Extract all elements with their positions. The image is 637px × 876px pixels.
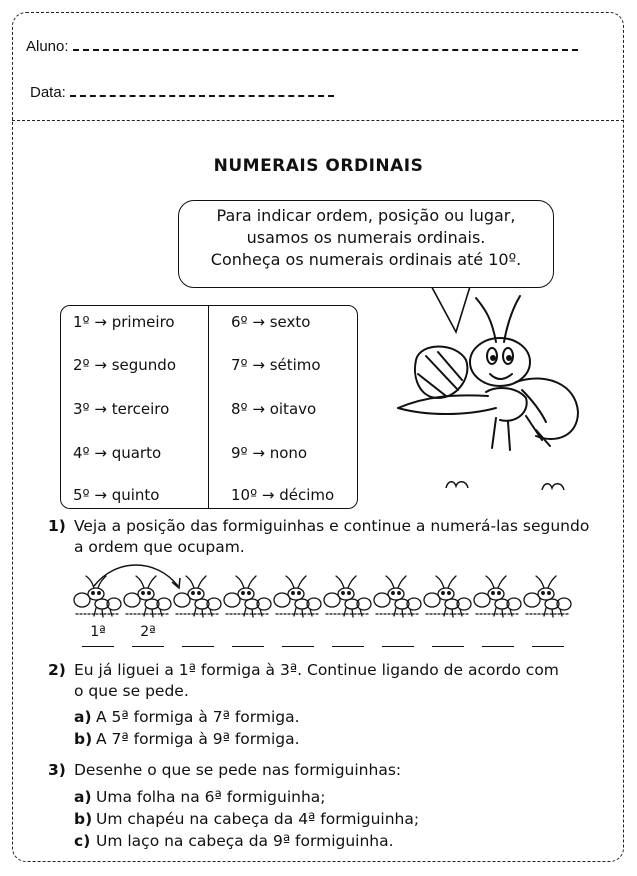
bubble-line: Conheça os numerais ordinais até 10º. — [210, 250, 522, 269]
answer-slot[interactable] — [382, 624, 414, 647]
question-number: 3) — [48, 761, 66, 779]
table-cell: 6º → sexto — [231, 313, 311, 331]
item-text: Uma folha na 6ª formiguinha; — [96, 788, 326, 806]
answer-slot[interactable] — [532, 624, 564, 647]
bubble-line: usamos os numerais ordinais. — [246, 228, 486, 247]
q3-item-c — [74, 832, 394, 850]
table-cell: 2º → segundo — [73, 356, 176, 374]
question-number: 2) — [48, 661, 66, 679]
question-text: Eu já liguei a 1ª formiga à 3ª. Continue ligando de acordo com — [74, 661, 559, 679]
ant-icon — [522, 574, 572, 622]
header-divider — [12, 120, 624, 121]
answer-slot[interactable] — [282, 624, 314, 647]
student-name-label: Aluno: — [26, 38, 69, 55]
item-text: Um laço na cabeça da 9ª formiguinha. — [96, 832, 394, 850]
answer-slot[interactable] — [232, 624, 264, 647]
ant-icon — [372, 574, 422, 622]
item-letter: c) — [74, 832, 91, 850]
item-text: Um chapéu na cabeça da 4ª formiguinha; — [96, 810, 420, 828]
table-cell: 7º → sétimo — [231, 356, 321, 374]
answer-slot[interactable]: 2ª — [132, 624, 164, 647]
question-text: a ordem que ocupam. — [74, 538, 245, 556]
table-cell: 1º → primeiro — [73, 313, 175, 331]
answer-slot[interactable] — [482, 624, 514, 647]
q3-item-b — [74, 810, 419, 828]
ant-icon — [222, 574, 272, 622]
item-text: A 7ª formiga à 9ª formiga. — [96, 730, 300, 748]
ant-mascot-icon — [396, 290, 596, 500]
table-cell: 10º → décimo — [231, 486, 335, 504]
date-line[interactable] — [70, 95, 334, 97]
answer-slots — [0, 624, 637, 654]
question-text: Desenhe o que se pede nas formiguinhas: — [74, 761, 402, 779]
student-name-line[interactable] — [73, 49, 578, 51]
connection-arrow — [86, 556, 196, 596]
ant-icon — [322, 574, 372, 622]
ant-icon — [472, 574, 522, 622]
answer-slot[interactable]: 1ª — [82, 624, 114, 647]
question-text: o que se pede. — [74, 682, 189, 700]
answer-slot[interactable] — [332, 624, 364, 647]
item-letter: b) — [74, 730, 93, 748]
question-number: 1) — [48, 517, 66, 535]
q2-item-a — [74, 708, 300, 726]
item-letter: b) — [74, 810, 93, 828]
ordinals-table — [60, 305, 358, 509]
table-cell: 3º → terceiro — [73, 400, 170, 418]
q2-item-b — [74, 730, 300, 748]
table-cell: 5º → quinto — [73, 486, 160, 504]
answer-slot[interactable] — [432, 624, 464, 647]
q3-item-a — [74, 788, 326, 806]
ant-icon — [422, 574, 472, 622]
item-letter: a) — [74, 708, 92, 726]
speech-bubble — [178, 200, 554, 288]
question-text: Veja a posição das formiguinhas e continue a numerá-las segundo — [74, 517, 590, 535]
table-divider — [208, 306, 209, 508]
student-name-field[interactable] — [26, 38, 578, 55]
answer-slot[interactable] — [182, 624, 214, 647]
item-text: A 5ª formiga à 7ª formiga. — [96, 708, 300, 726]
ant-icon — [272, 574, 322, 622]
item-letter: a) — [74, 788, 92, 806]
question-2 — [48, 660, 618, 702]
question-1 — [48, 516, 618, 558]
table-cell: 8º → oitavo — [231, 400, 317, 418]
table-cell: 4º → quarto — [73, 444, 162, 462]
question-3 — [48, 760, 618, 782]
bubble-line: Para indicar ordem, posição ou lugar, — [216, 206, 516, 225]
table-cell: 9º → nono — [231, 444, 308, 462]
date-label: Data: — [30, 84, 66, 101]
date-field[interactable] — [30, 84, 334, 101]
page-title: NUMERAIS ORDINAIS — [213, 156, 424, 176]
